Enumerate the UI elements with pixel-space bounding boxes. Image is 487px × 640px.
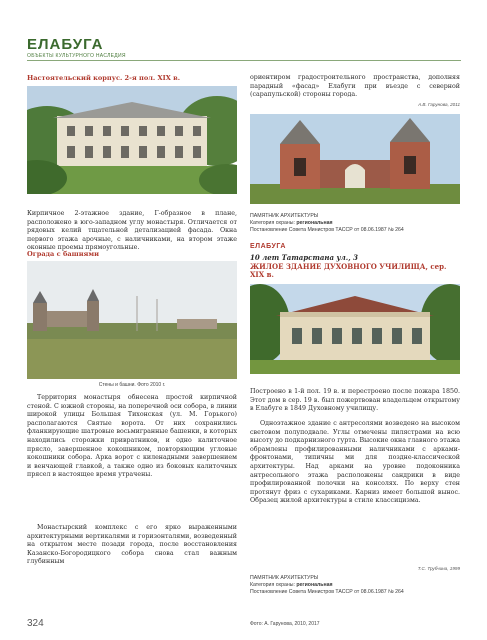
heading-fence-towers: Ограда с башнями	[27, 250, 100, 258]
building-title: ЖИЛОЕ ЗДАНИЕ ДУХОВНОГО УЧИЛИЩА, сер. XIX в.	[250, 262, 447, 279]
paragraph-history: Построено в 1-й пол. 19 в. и перестроено после пожара 1850. Этот дом в сер. 19 в. был пожертвован владельцем открытому в Елабуге в 1849 Духовному училищу.	[250, 388, 460, 413]
page-number: 324	[27, 618, 44, 629]
category-prefix-2: Категория охраны:	[250, 582, 295, 588]
photo-gate-towers	[250, 114, 460, 204]
category-prefix: Категория охраны:	[250, 220, 295, 226]
monument-label: ПАМЯТНИК АРХИТЕКТУРЫ	[250, 213, 319, 219]
paragraph-fence: Территория монастыря обнесена простой кирпичной стеной. С южной стороны, на поперечной оси собора, в линии широкой улицы Большая Тихонская (ул. М. Горького) располагаются Святые ворота. От них сохранились фланкирующие шатровые восьмигранные башенки, в которых находились сторожки привратников, и одно калиточное прясло, завершенное кокошником, повторяющим угловые кокошники собора. Арка ворот с киленадными завершением и венчающей главкой, а также одно из боковых калиточных прясел в настоящее время утрачены.	[27, 394, 237, 479]
section-subtitle: ОБЪЕКТЫ КУЛЬТУРНОГО НАСЛЕДИЯ	[27, 53, 126, 59]
city-label: ЕЛАБУГА	[250, 243, 286, 250]
paragraph-rectory: Кирпичное 2-этажное здание, Г-образное в плане, расположено в юго-западном углу монастыря. Отличается от рядовых келий тщательной детализацией фасада. Окна первого этажа арочные, с наличниками, на втором этаже оконные проемы прямоугольные.	[27, 210, 237, 252]
paragraph-architecture: Одноэтажное здание с антресолями возведено на высоком световом полуподвале. Углы отмечены пилястрами на всю высоту до подкарнизного гурта. Высокие окна главного этажа обрамлены профилированными наличниками с арками-фронтонами, типичны ми для поздне-классической архитектуры. Над арками на уровне подоконника антресольного этажа расположены сандрики в виде профилированной полочки на консолях. По верху стен протянут фриз с сухариками. Карниз имеет большой вынос. Образец жилой архитектуры в стиле классицизма.	[250, 420, 460, 505]
decree: Постановление Совета Министров ТАССР от 08.06.1987 № 264	[250, 227, 404, 233]
monument-label-2: ПАМЯТНИК АРХИТЕКТУРЫ	[250, 575, 319, 581]
photo-school-building	[250, 284, 460, 374]
photo-walls-towers	[27, 261, 237, 379]
category-value-2: региональная	[296, 582, 333, 588]
paragraph-complex: Монастырский комплекс с его ярко выраженными архитектурными вертикалями и горизонталями, возведенный на открытом месте позади города, после восстановления Казанско-Богородицкого собора снова стал важным глубинным	[27, 524, 237, 566]
protection-category-2	[250, 582, 460, 589]
protection-category	[250, 220, 460, 227]
category-value: региональная	[296, 220, 333, 226]
photo-caption-walls: Стены и башни. Фото 2010 г.	[98, 382, 166, 388]
author-credit-2: Т.С. Трубчина, 1999	[417, 566, 460, 571]
author-credit-1: А.В. Гарунова, 2011	[418, 102, 460, 107]
paragraph-continued: ориентиром градостроительного пространства, дополняя парадный «фасад» Елабуги при въезде с северной (сарапульской) стороны города.	[250, 74, 460, 99]
photo-credit: Фото: А. Гарунова, 2010, 2017	[250, 621, 320, 627]
address: 10 лет Татарстана ул., 3	[250, 253, 358, 262]
photo-rectory-building	[27, 86, 237, 194]
section-title: ЕЛАБУГА	[27, 36, 104, 53]
decree-2: Постановление Совета Министров ТАССР от 08.06.1987 № 264	[250, 589, 404, 595]
heading-rectory: Настоятельский корпус. 2-я пол. XIX в.	[27, 74, 180, 82]
header-divider	[27, 60, 461, 61]
